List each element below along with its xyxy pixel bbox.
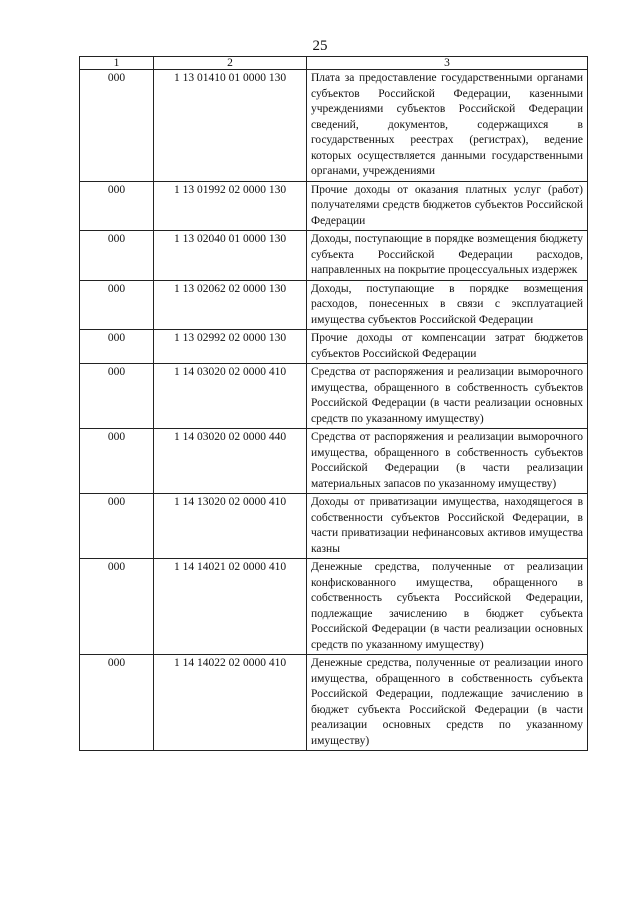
admin-code-cell: 000	[80, 655, 154, 751]
column-header-1: 1	[80, 57, 154, 70]
revenue-description-cell: Доходы, поступающие в порядке возмещения бюджету субъекта Российской Федерации расходов, направленных на покрытие процессуальных издержек	[307, 231, 588, 281]
revenue-description-cell: Средства от распоряжения и реализации выморочного имущества, обращенного в собственность субъектов Российской Федерации (в части реализации материальных запасов по указанному имуществу)	[307, 429, 588, 494]
table-header-row	[80, 57, 588, 70]
table-row	[80, 280, 588, 330]
admin-code-cell: 000	[80, 280, 154, 330]
table-row	[80, 231, 588, 281]
budget-code-cell: 1 13 02992 02 0000 130	[154, 330, 307, 364]
admin-code-cell: 000	[80, 429, 154, 494]
table-row	[80, 70, 588, 182]
table-row	[80, 429, 588, 494]
admin-code-cell: 000	[80, 70, 154, 182]
budget-code-cell: 1 14 14022 02 0000 410	[154, 655, 307, 751]
revenue-description-cell: Прочие доходы от оказания платных услуг (работ) получателями средств бюджетов субъектов Российской Федерации	[307, 181, 588, 231]
budget-code-cell: 1 13 02040 01 0000 130	[154, 231, 307, 281]
table-row	[80, 559, 588, 655]
admin-code-cell: 000	[80, 559, 154, 655]
revenue-description-cell: Доходы от приватизации имущества, находящегося в собственности субъектов Российской Федерации, в части приватизации нефинансовых активов имущества казны	[307, 494, 588, 559]
revenue-description-cell: Плата за предоставление государственными органами субъектов Российской Федерации, казенными учреждениями субъектов Российской Федерации сведений, документов, содержащихся в государственных реестрах (регистрах), ведение которых осуществляется данными государственными органами, учреждениями	[307, 70, 588, 182]
revenue-description-cell: Прочие доходы от компенсации затрат бюджетов субъектов Российской Федерации	[307, 330, 588, 364]
admin-code-cell: 000	[80, 330, 154, 364]
page-number: 25	[312, 38, 328, 54]
revenue-codes-table	[79, 56, 588, 751]
budget-code-cell: 1 14 03020 02 0000 410	[154, 364, 307, 429]
admin-code-cell: 000	[80, 181, 154, 231]
budget-code-cell: 1 13 01992 02 0000 130	[154, 181, 307, 231]
table-row	[80, 181, 588, 231]
budget-code-cell: 1 14 13020 02 0000 410	[154, 494, 307, 559]
table-row	[80, 330, 588, 364]
revenue-description-cell: Средства от распоряжения и реализации выморочного имущества, обращенного в собственность субъектов Российской Федерации (в части реализации основных средств по указанному имуществу)	[307, 364, 588, 429]
column-header-3: 3	[307, 57, 588, 70]
budget-code-cell: 1 14 03020 02 0000 440	[154, 429, 307, 494]
admin-code-cell: 000	[80, 231, 154, 281]
table-row	[80, 364, 588, 429]
revenue-description-cell: Денежные средства, полученные от реализации конфискованного имущества, обращенного в собственность субъекта Российской Федерации, подлежащие зачислению в бюджет субъекта Российской Федерации (в части реализации основных средств по указанному имуществу)	[307, 559, 588, 655]
budget-code-cell: 1 14 14021 02 0000 410	[154, 559, 307, 655]
budget-code-cell: 1 13 01410 01 0000 130	[154, 70, 307, 182]
budget-code-cell: 1 13 02062 02 0000 130	[154, 280, 307, 330]
admin-code-cell: 000	[80, 364, 154, 429]
column-header-2: 2	[154, 57, 307, 70]
table-row	[80, 655, 588, 751]
admin-code-cell: 000	[80, 494, 154, 559]
revenue-description-cell: Денежные средства, полученные от реализации иного имущества, обращенного в собственность субъекта Российской Федерации, подлежащие зачислению в бюджет субъекта Российской Федерации (в части реализации основных средств по указанному имуществу)	[307, 655, 588, 751]
revenue-description-cell: Доходы, поступающие в порядке возмещения расходов, понесенных в связи с эксплуатацией имущества субъектов Российской Федерации	[307, 280, 588, 330]
table-row	[80, 494, 588, 559]
